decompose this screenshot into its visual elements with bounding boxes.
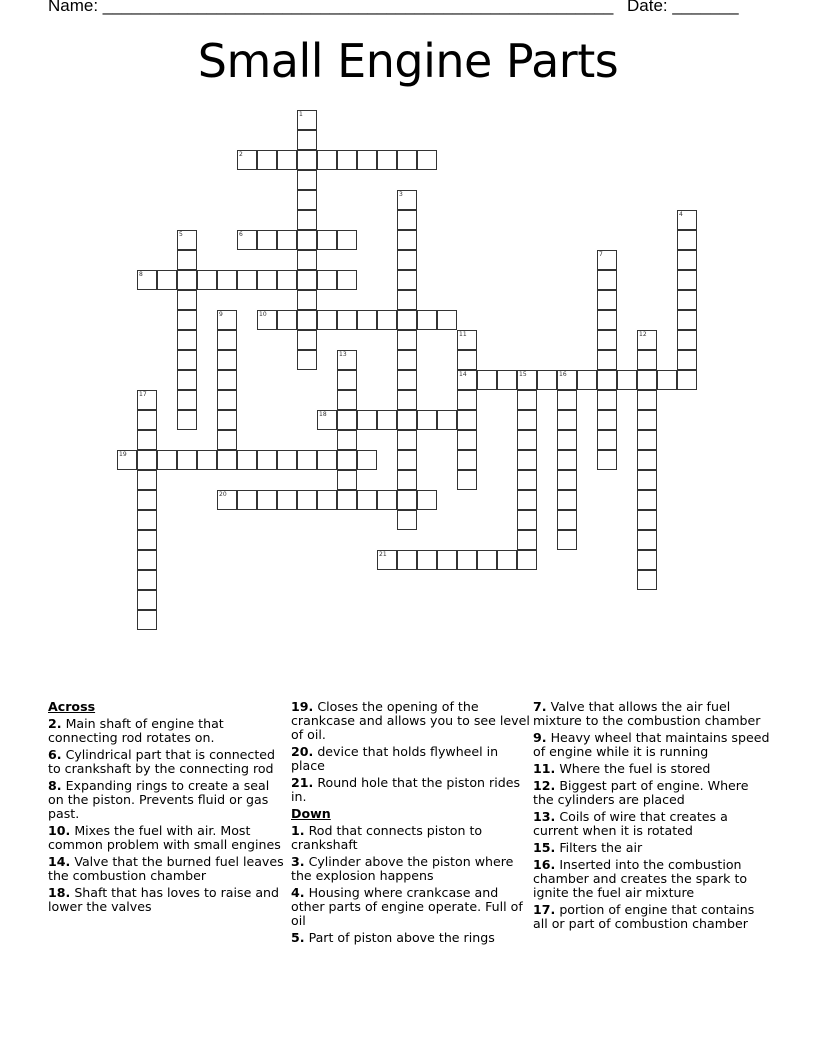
clue-number: 9 (219, 311, 223, 318)
grid-cell[interactable] (257, 450, 277, 470)
grid-cell[interactable] (637, 350, 657, 370)
grid-cell[interactable] (517, 550, 537, 570)
clue-number-label: 9. (533, 730, 547, 745)
clue-number-label: 2. (48, 716, 62, 731)
grid-cell[interactable] (177, 310, 197, 330)
grid-cell[interactable] (437, 310, 457, 330)
clue-number: 11 (459, 331, 467, 338)
grid-cell[interactable] (277, 310, 297, 330)
grid-cell[interactable] (577, 370, 597, 390)
grid-cell[interactable] (177, 250, 197, 270)
grid-cell[interactable] (457, 430, 477, 450)
clue-number-label: 11. (533, 761, 556, 776)
grid-cell[interactable] (597, 450, 617, 470)
grid-cell[interactable] (297, 210, 317, 230)
grid-cell[interactable] (177, 390, 197, 410)
grid-cell[interactable] (397, 310, 417, 330)
date-field[interactable]: Date: _______ (627, 0, 739, 15)
grid-cell[interactable] (397, 250, 417, 270)
grid-cell[interactable] (377, 490, 397, 510)
grid-cell[interactable] (257, 150, 277, 170)
grid-cell[interactable] (137, 390, 157, 410)
down-clue: 13. Coils of wire that creates a current when it is rotated (533, 809, 728, 838)
across-clue: 21. Round hole that the piston rides in. (291, 775, 521, 804)
name-field[interactable]: Name: ______________________________________________________ (48, 0, 614, 15)
grid-cell[interactable] (397, 370, 417, 390)
grid-cell[interactable] (617, 370, 637, 390)
grid-cell[interactable] (457, 410, 477, 430)
grid-cell[interactable] (217, 430, 237, 450)
down-clue: 4. Housing where crankcase and other parts of engine operate. Full of oil (291, 885, 523, 928)
grid-cell[interactable] (557, 530, 577, 550)
grid-cell[interactable] (637, 510, 657, 530)
down-clue: 9. Heavy wheel that maintains speed of engine while it is running (533, 730, 770, 759)
grid-cell[interactable] (117, 450, 137, 470)
grid-cell[interactable] (377, 310, 397, 330)
grid-cell[interactable] (457, 330, 477, 350)
grid-cell[interactable] (457, 350, 477, 370)
grid-cell[interactable] (397, 330, 417, 350)
grid-cell[interactable] (397, 210, 417, 230)
grid-cell[interactable] (297, 270, 317, 290)
grid-cell[interactable] (397, 390, 417, 410)
grid-cell[interactable] (417, 410, 437, 430)
grid-cell[interactable] (237, 230, 257, 250)
clue-number-label: 6. (48, 747, 62, 762)
grid-cell[interactable] (597, 250, 617, 270)
clue-number: 12 (639, 331, 647, 338)
grid-cell[interactable] (637, 390, 657, 410)
page-title: Small Engine Parts (197, 34, 619, 88)
grid-cell[interactable] (357, 410, 377, 430)
clues-column-3 (533, 700, 773, 934)
clue-number: 14 (459, 371, 467, 378)
grid-cell[interactable] (137, 590, 157, 610)
clue-number: 10 (259, 311, 267, 318)
grid-cell[interactable] (677, 270, 697, 290)
grid-cell[interactable] (517, 430, 537, 450)
grid-cell[interactable] (457, 470, 477, 490)
grid-cell[interactable] (557, 450, 577, 470)
clue-number: 4 (679, 211, 683, 218)
clue-number-label: 8. (48, 778, 62, 793)
grid-cell[interactable] (337, 310, 357, 330)
clues-column-1 (48, 700, 288, 917)
grid-cell[interactable] (337, 430, 357, 450)
grid-cell[interactable] (337, 350, 357, 370)
grid-cell[interactable] (257, 270, 277, 290)
grid-cell[interactable] (357, 310, 377, 330)
grid-cell[interactable] (477, 370, 497, 390)
clue-number: 16 (559, 371, 567, 378)
grid-cell[interactable] (337, 270, 357, 290)
grid-cell[interactable] (377, 410, 397, 430)
grid-cell[interactable] (177, 270, 197, 290)
grid-cell[interactable] (237, 270, 257, 290)
grid-cell[interactable] (257, 230, 277, 250)
grid-cell[interactable] (137, 410, 157, 430)
clue-number: 1 (299, 111, 303, 118)
across-clue: 10. Mixes the fuel with air. Most common problem with small engines (48, 823, 281, 852)
grid-cell[interactable] (517, 370, 537, 390)
clue-number-label: 16. (533, 857, 556, 872)
grid-cell[interactable] (137, 430, 157, 450)
grid-cell[interactable] (497, 370, 517, 390)
grid-cell[interactable] (177, 350, 197, 370)
grid-cell[interactable] (637, 570, 657, 590)
grid-cell[interactable] (517, 530, 537, 550)
clue-number: 17 (139, 391, 147, 398)
grid-cell[interactable] (597, 350, 617, 370)
grid-cell[interactable] (297, 130, 317, 150)
grid-cell[interactable] (517, 450, 537, 470)
grid-cell[interactable] (337, 150, 357, 170)
down-heading: Down (291, 806, 331, 821)
grid-cell[interactable] (397, 450, 417, 470)
grid-cell[interactable] (297, 110, 317, 130)
grid-cell[interactable] (357, 150, 377, 170)
grid-cell[interactable] (237, 450, 257, 470)
grid-cell[interactable] (457, 450, 477, 470)
clue-number-label: 5. (291, 930, 305, 945)
grid-cell[interactable] (377, 150, 397, 170)
grid-cell[interactable] (677, 230, 697, 250)
clue-number-label: 1. (291, 823, 305, 838)
grid-cell[interactable] (217, 310, 237, 330)
clue-number: 21 (379, 551, 387, 558)
grid-cell[interactable] (357, 490, 377, 510)
grid-cell[interactable] (197, 270, 217, 290)
grid-cell[interactable] (637, 470, 657, 490)
clue-number: 3 (399, 191, 403, 198)
down-clue: 11. Where the fuel is stored (533, 761, 711, 776)
grid-cell[interactable] (277, 150, 297, 170)
grid-cell[interactable] (517, 510, 537, 530)
grid-cell[interactable] (397, 510, 417, 530)
clue-number-label: 10. (48, 823, 71, 838)
grid-cell[interactable] (397, 430, 417, 450)
across-clue: 2. Main shaft of engine that connecting rod rotates on. (48, 716, 224, 745)
across-heading: Across (48, 699, 96, 714)
down-clue: 15. Filters the air (533, 840, 643, 855)
down-clue: 5. Part of piston above the rings (291, 930, 495, 945)
grid-cell[interactable] (537, 370, 557, 390)
grid-cell[interactable] (317, 450, 337, 470)
grid-cell[interactable] (637, 330, 657, 350)
grid-cell[interactable] (357, 450, 377, 470)
grid-cell[interactable] (337, 490, 357, 510)
grid-cell[interactable] (397, 350, 417, 370)
grid-cell[interactable] (297, 350, 317, 370)
grid-cell[interactable] (317, 490, 337, 510)
grid-cell[interactable] (677, 250, 697, 270)
grid-cell[interactable] (377, 550, 397, 570)
grid-cell[interactable] (297, 450, 317, 470)
clue-number-label: 19. (291, 699, 314, 714)
grid-cell[interactable] (597, 390, 617, 410)
grid-cell[interactable] (277, 230, 297, 250)
down-clue: 17. portion of engine that contains all or part of combustion chamber (533, 902, 755, 931)
grid-cell[interactable] (217, 270, 237, 290)
grid-cell[interactable] (137, 570, 157, 590)
grid-cell[interactable] (317, 270, 337, 290)
grid-cell[interactable] (157, 270, 177, 290)
grid-cell[interactable] (557, 370, 577, 390)
clue-number: 2 (239, 151, 243, 158)
grid-cell[interactable] (137, 450, 157, 470)
grid-cell[interactable] (677, 210, 697, 230)
grid-cell[interactable] (657, 370, 677, 390)
grid-cell[interactable] (397, 490, 417, 510)
grid-cell[interactable] (177, 230, 197, 250)
grid-cell[interactable] (677, 370, 697, 390)
grid-cell[interactable] (137, 490, 157, 510)
grid-cell[interactable] (317, 410, 337, 430)
clues-column-2 (291, 700, 531, 948)
grid-cell[interactable] (457, 550, 477, 570)
across-clue: 8. Expanding rings to create a seal on the piston. Prevents fluid or gas past. (48, 778, 270, 821)
grid-cell[interactable] (177, 290, 197, 310)
grid-cell[interactable] (557, 490, 577, 510)
grid-cell[interactable] (177, 330, 197, 350)
grid-cell[interactable] (317, 310, 337, 330)
across-clue: 6. Cylindrical part that is connected to crankshaft by the connecting rod (48, 747, 276, 776)
grid-cell[interactable] (217, 370, 237, 390)
grid-cell[interactable] (337, 370, 357, 390)
grid-cell[interactable] (297, 150, 317, 170)
grid-cell[interactable] (297, 250, 317, 270)
grid-cell[interactable] (477, 550, 497, 570)
grid-cell[interactable] (517, 390, 537, 410)
grid-cell[interactable] (637, 410, 657, 430)
grid-cell[interactable] (137, 470, 157, 490)
grid-cell[interactable] (137, 510, 157, 530)
grid-cell[interactable] (397, 470, 417, 490)
grid-cell[interactable] (337, 470, 357, 490)
grid-cell[interactable] (197, 450, 217, 470)
grid-cell[interactable] (637, 430, 657, 450)
grid-cell[interactable] (177, 450, 197, 470)
grid-cell[interactable] (677, 330, 697, 350)
grid-cell[interactable] (597, 270, 617, 290)
clue-number-label: 20. (291, 744, 314, 759)
clue-number: 5 (179, 231, 183, 238)
clue-number: 20 (219, 491, 227, 498)
grid-cell[interactable] (397, 150, 417, 170)
clue-number: 7 (599, 251, 603, 258)
grid-cell[interactable] (297, 290, 317, 310)
grid-cell[interactable] (177, 370, 197, 390)
grid-cell[interactable] (637, 550, 657, 570)
grid-cell[interactable] (297, 310, 317, 330)
clue-number-label: 7. (533, 699, 547, 714)
grid-cell[interactable] (397, 230, 417, 250)
grid-cell[interactable] (397, 190, 417, 210)
down-clue: 3. Cylinder above the piston where the explosion happens (291, 854, 514, 883)
grid-cell[interactable] (517, 490, 537, 510)
grid-cell[interactable] (217, 330, 237, 350)
grid-cell[interactable] (297, 170, 317, 190)
grid-cell[interactable] (397, 290, 417, 310)
grid-cell[interactable] (137, 610, 157, 630)
clue-number-label: 21. (291, 775, 314, 790)
grid-cell[interactable] (337, 390, 357, 410)
grid-cell[interactable] (217, 490, 237, 510)
grid-cell[interactable] (397, 270, 417, 290)
grid-cell[interactable] (277, 270, 297, 290)
grid-cell[interactable] (597, 410, 617, 430)
grid-cell[interactable] (637, 450, 657, 470)
grid-cell[interactable] (437, 550, 457, 570)
grid-cell[interactable] (157, 450, 177, 470)
clue-number-label: 17. (533, 902, 556, 917)
grid-cell[interactable] (597, 330, 617, 350)
clue-number: 13 (339, 351, 347, 358)
grid-cell[interactable] (137, 530, 157, 550)
grid-cell[interactable] (457, 370, 477, 390)
grid-cell[interactable] (597, 430, 617, 450)
grid-cell[interactable] (317, 150, 337, 170)
grid-cell[interactable] (557, 510, 577, 530)
grid-cell[interactable] (337, 450, 357, 470)
grid-cell[interactable] (337, 410, 357, 430)
grid-cell[interactable] (417, 490, 437, 510)
across-clue: 20. device that holds flywheel in place (291, 744, 499, 773)
clue-number: 8 (139, 271, 143, 278)
clue-number-label: 12. (533, 778, 556, 793)
grid-cell[interactable] (237, 150, 257, 170)
grid-cell[interactable] (677, 310, 697, 330)
grid-cell[interactable] (217, 350, 237, 370)
across-clue: 19. Closes the opening of the crankcase and allows you to see level of oil. (291, 699, 530, 742)
grid-cell[interactable] (217, 390, 237, 410)
grid-cell[interactable] (217, 450, 237, 470)
grid-cell[interactable] (277, 490, 297, 510)
clue-number: 6 (239, 231, 243, 238)
clue-number: 19 (119, 451, 127, 458)
grid-cell[interactable] (637, 530, 657, 550)
grid-cell[interactable] (297, 330, 317, 350)
grid-cell[interactable] (497, 550, 517, 570)
grid-cell[interactable] (557, 390, 577, 410)
down-clue: 16. Inserted into the combustion chamber and creates the spark to ignite the fuel air mixture (533, 857, 748, 900)
grid-cell[interactable] (457, 390, 477, 410)
grid-cell[interactable] (177, 410, 197, 430)
grid-cell[interactable] (597, 290, 617, 310)
grid-cell[interactable] (137, 550, 157, 570)
grid-cell[interactable] (597, 370, 617, 390)
grid-cell[interactable] (677, 350, 697, 370)
clue-number-label: 3. (291, 854, 305, 869)
grid-cell[interactable] (557, 470, 577, 490)
grid-cell[interactable] (297, 490, 317, 510)
clue-number-label: 14. (48, 854, 71, 869)
grid-cell[interactable] (217, 410, 237, 430)
grid-cell[interactable] (317, 230, 337, 250)
across-clue: 14. Valve that the burned fuel leaves the combustion chamber (48, 854, 284, 883)
down-clue: 7. Valve that allows the air fuel mixture to the combustion chamber (533, 699, 761, 728)
clue-number-label: 18. (48, 885, 71, 900)
grid-cell[interactable] (417, 550, 437, 570)
grid-cell[interactable] (397, 550, 417, 570)
grid-cell[interactable] (137, 270, 157, 290)
grid-cell[interactable] (637, 490, 657, 510)
grid-cell[interactable] (397, 410, 417, 430)
grid-cell[interactable] (337, 230, 357, 250)
grid-cell[interactable] (417, 150, 437, 170)
clue-number-label: 15. (533, 840, 556, 855)
grid-cell[interactable] (517, 410, 537, 430)
clue-number: 15 (519, 371, 527, 378)
clue-number: 18 (319, 411, 327, 418)
down-clue: 1. Rod that connects piston to crankshaft (291, 823, 483, 852)
clue-number-label: 4. (291, 885, 305, 900)
across-clue: 18. Shaft that has loves to raise and lower the valves (48, 885, 280, 914)
down-clue: 12. Biggest part of engine. Where the cylinders are placed (533, 778, 749, 807)
grid-cell[interactable] (257, 310, 277, 330)
clue-number-label: 13. (533, 809, 556, 824)
grid-cell[interactable] (557, 410, 577, 430)
grid-cell[interactable] (257, 490, 277, 510)
grid-cell[interactable] (277, 450, 297, 470)
grid-cell[interactable] (437, 410, 457, 430)
grid-cell[interactable] (557, 430, 577, 450)
grid-cell[interactable] (237, 490, 257, 510)
grid-cell[interactable] (677, 290, 697, 310)
grid-cell[interactable] (597, 310, 617, 330)
grid-cell[interactable] (517, 470, 537, 490)
grid-cell[interactable] (297, 230, 317, 250)
grid-cell[interactable] (637, 370, 657, 390)
grid-cell[interactable] (297, 190, 317, 210)
grid-cell[interactable] (417, 310, 437, 330)
